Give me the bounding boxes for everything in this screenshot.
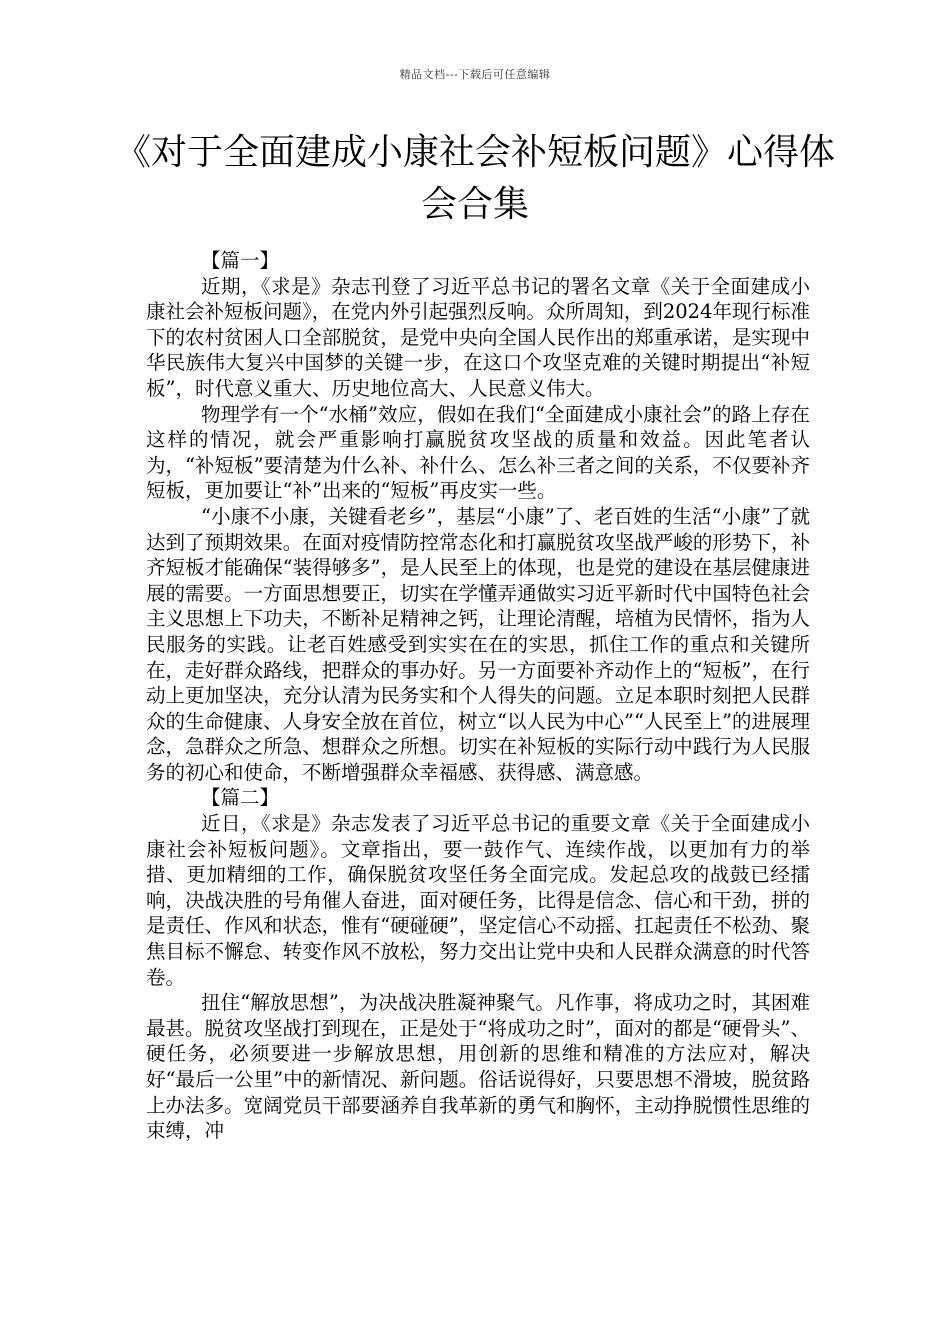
paragraph: 近期，《求是》杂志刊登了习近平总书记的署名文章《关于全面建成小康社会补短板问题》，在党内外引起强烈反响。众所周知，到2024年现行标准下的农村贫困人口全部脱贫，是党中央向全国人民作出的郑重承诺，是实现中华民族伟大复兴中国梦的关键一步，在这口个攻坚克难的关键时期提出“补短板”，时代意义重大、历史地位高大、人民意义伟大。 (146, 274, 810, 400)
section-heading: 【篇一】 (201, 249, 280, 272)
section-2 (146, 785, 810, 1143)
paragraph: 扭住“解放思想”，为决战决胜凝神聚气。凡作事，将成功之时，其困难最甚。脱贫攻坚战打到现在，正是处于“将成功之时”，面对的都是“硬骨头”、硬任务，必须要进一步解放思想，用创新的思维和精准的方法应对，解决好“最后一公里”中的新情况、新问题。俗话说得好，只要思想不滑坡，脱贫路上办法多。宽阔党员干部要涵养自我革新的勇气和胸怀，主动挣脱惯性思维的束缚，冲 (146, 991, 810, 1143)
document-body (146, 248, 810, 1144)
section-heading: 【篇二】 (201, 786, 280, 810)
section-1 (146, 248, 810, 785)
paragraph: 近日，《求是》杂志发表了习近平总书记的重要文章《关于全面建成小康社会补短板问题》。文章指出，要一鼓作气、连续作战，以更加有力的举措、更加精细的工作，确保脱贫攻坚任务全面完成。发起总攻的战鼓已经擂响，决战决胜的号角催人奋进，面对硬任务，比得是信念、信心和干劲，拼的是责任、作风和状态，惟有“硬碰硬”，坚定信心不动摇、扛起责任不松劲、聚焦目标不懈怠、转变作风不放松，努力交出让党中央和人民群众满意的时代答卷。 (146, 812, 810, 989)
paragraph: 物理学有一个“水桶”效应，假如在我们“全面建成小康社会”的路上存在这样的情况，就会严重影响打赢脱贫攻坚战的质量和效益。因此笔者认为，“补短板”要清楚为什么补、补什么、怎么补三者之间的关系，不仅要补齐短板，更加要让“补”出来的“短板”再皮实一些。 (146, 402, 810, 503)
page-header-note: 精品文档---下载后可任意编辑 (399, 68, 551, 81)
document-title: 《对于全面建成小康社会补短板问题》心得体会合集 (114, 132, 835, 225)
paragraph: “小康不小康，关键看老乡”，基层“小康”了、老百姓的生活“小康”了就达到了预期效果。在面对疫情防控常态化和打赢脱贫攻坚战严峻的形势下，补齐短板才能确保“装得够多”，是人民至上的体现，也是党的建设在基层健康进展的需要。一方面思想要正，切实在学懂弄通做实习近平新时代中国特色社会主义思想上下功夫，不断补足精神之钙，让理论清醒，培植为民情怀，指为人民服务的实践。让老百姓感受到实实在在的实思，抓住工作的重点和关键所在，走好群众路线，把群众的事办好。另一方面要补齐动作上的“短板”，在行动上更加坚决，充分认清为民务实和个人得失的问题。立足本职时刻把人民群众的生命健康、人身安全放在首位，树立“以人民为中心”“人民至上”的进展理念，急群众之所急、想群众之所想。切实在补短板的实际行动中践行为人民服务的初心和使命，不断增强群众幸福感、获得感、满意感。 (146, 504, 810, 784)
